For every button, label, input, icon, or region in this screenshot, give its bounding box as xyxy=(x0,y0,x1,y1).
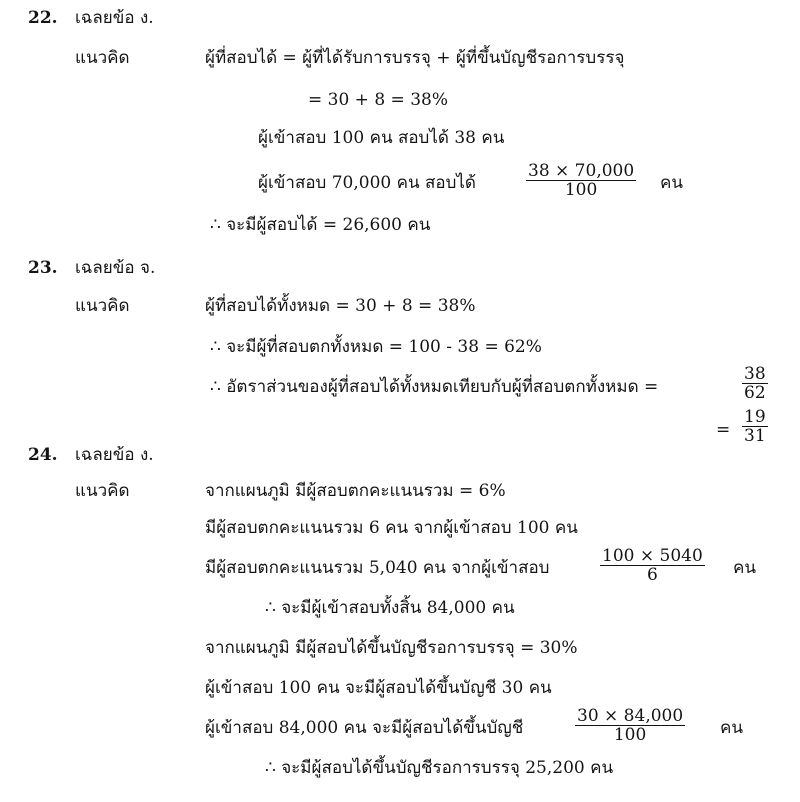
fraction xyxy=(742,365,768,402)
text-line: จากแผนภูมิ มีผู้สอบได้ขึ้นบัญชีรอการบรรจุ = 30% xyxy=(205,638,578,658)
answer-label: เฉลยข้อ ง. xyxy=(75,445,154,465)
fraction xyxy=(742,408,768,445)
answer-label: เฉลยข้อ ง. xyxy=(75,8,154,28)
question-number: 23. xyxy=(28,258,58,278)
unit-label: คน xyxy=(720,718,743,738)
equation-line: = 30 + 8 = 38% xyxy=(308,90,448,110)
conclusion-line: ∴ จะมีผู้สอบได้ขึ้นบัญชีรอการบรรจุ 25,200 คน xyxy=(265,758,614,778)
equation-line: ∴ จะมีผู้ที่สอบตกทั้งหมด = 100 - 38 = 62% xyxy=(210,337,542,357)
text-line: มีผู้สอบตกคะแนนรวม 6 คน จากผู้เข้าสอบ 100 คน xyxy=(205,518,578,538)
question-number: 22. xyxy=(28,8,58,28)
concept-label: แนวคิด xyxy=(75,481,130,501)
fraction-numerator: 30 × 84,000 xyxy=(577,706,684,726)
equation-line: ∴ อัตราส่วนของผู้ที่สอบได้ทั้งหมดเทียบกับผู้ที่สอบตกทั้งหมด = xyxy=(210,377,659,397)
conclusion-line: ∴ จะมีผู้เข้าสอบทั้งสิ้น 84,000 คน xyxy=(265,598,515,618)
equation-line: ผู้ที่สอบได้ทั้งหมด = 30 + 8 = 38% xyxy=(205,296,476,316)
fraction xyxy=(575,707,685,744)
fraction-denominator: 6 xyxy=(600,565,705,584)
concept-label: แนวคิด xyxy=(75,296,130,316)
equals-sign: = xyxy=(716,420,731,440)
text-line: มีผู้สอบตกคะแนนรวม 5,040 คน จากผู้เข้าสอบ xyxy=(205,558,550,578)
text-line: ผู้เข้าสอบ 70,000 คน สอบได้ xyxy=(258,173,476,193)
fraction-numerator: 38 × 70,000 xyxy=(528,161,635,181)
conclusion-line: ∴ จะมีผู้สอบได้ = 26,600 คน xyxy=(210,215,431,235)
text-line: จากแผนภูมิ มีผู้สอบตกคะแนนรวม = 6% xyxy=(205,481,506,501)
fraction-denominator: 100 xyxy=(526,180,636,199)
text-line: ผู้เข้าสอบ 100 คน สอบได้ 38 คน xyxy=(258,128,505,148)
concept-label: แนวคิด xyxy=(75,48,130,68)
fraction-numerator: 38 xyxy=(744,364,766,384)
fraction-denominator: 62 xyxy=(744,383,766,403)
fraction xyxy=(600,547,705,584)
text-line: ผู้เข้าสอบ 84,000 คน จะมีผู้สอบได้ขึ้นบัญชี xyxy=(205,718,524,738)
unit-label: คน xyxy=(660,173,683,193)
equation-line: ผู้ที่สอบได้ = ผู้ที่ได้รับการบรรจุ + ผู้ที่ขึ้นบัญชีรอการบรรจุ xyxy=(205,48,625,68)
fraction-numerator: 100 × 5040 xyxy=(602,546,703,566)
fraction-denominator: 100 xyxy=(575,725,685,744)
answer-label: เฉลยข้อ จ. xyxy=(75,258,156,278)
text-line: ผู้เข้าสอบ 100 คน จะมีผู้สอบได้ขึ้นบัญชี 30 คน xyxy=(205,678,552,698)
fraction xyxy=(526,162,636,199)
fraction-numerator: 19 xyxy=(744,407,766,427)
fraction-denominator: 31 xyxy=(744,426,766,446)
unit-label: คน xyxy=(733,558,756,578)
question-number: 24. xyxy=(28,445,58,465)
